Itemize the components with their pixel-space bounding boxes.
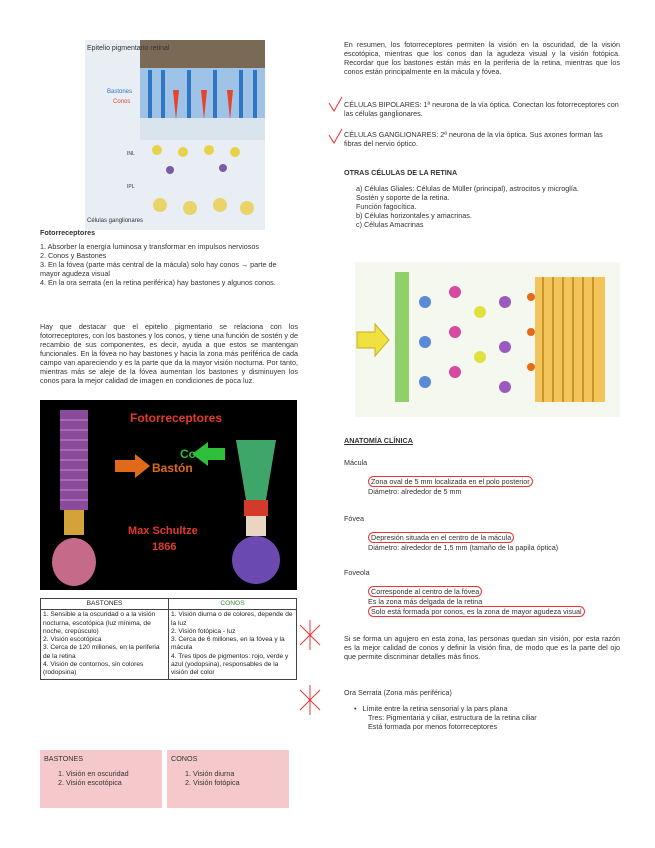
retina-label-1: Bastones <box>107 89 133 95</box>
list-item: Tres: Pigmentaria y ciliar, estructura de la retina ciliar <box>368 713 537 722</box>
anatomy-title: ANATOMÍA CLÍNICA <box>344 436 413 445</box>
bipolar-paragraph: CÉLULAS BIPOLARES: 1ª neurona de la vía óptica. Conectan los fotorreceptores con las células ganglionares. <box>344 100 619 118</box>
bullet-icon: • <box>354 704 363 713</box>
retina-label-3: INL <box>127 151 135 157</box>
list-item: Función fagocítica. <box>356 202 417 211</box>
photo-title: Fotorreceptores <box>130 411 223 425</box>
macula-title: Mácula <box>344 458 368 467</box>
comparison-table <box>40 598 297 680</box>
list-item: 2. Conos y Bastones <box>40 251 107 260</box>
list-item: 2. Visión fotópica <box>185 778 240 787</box>
annotation-marks <box>295 610 335 720</box>
list-item: Está formada por menos fotorreceptores <box>368 722 498 731</box>
table-col-cones <box>169 610 297 679</box>
ganglion-paragraph: CÉLULAS GANGLIONARES: 2ª neurona de la vía óptica. Sus axones forman las fibras del nervio óptico. <box>344 130 603 148</box>
list-item-text: Límite entre la retina sensorial y la pars plana <box>362 704 508 713</box>
fovea-hole-paragraph: Si se forma un agujero en esta zona, las personas quedan sin visión, por esta razón es la mejor calidad de conos y definir la visión fina, de modo que es la parte del ojo que permite discriminar detalles más finos. <box>344 634 620 661</box>
list-item: 4. En la ora serrata (en la retina periférica) hay bastones y algunos conos. <box>40 278 276 287</box>
table-cell: 3. Cerca de 6 millones, en la fóvea y la mácula <box>171 636 285 652</box>
list-item: b) Células horizontales y amacrinas. <box>356 211 472 220</box>
list-item: 1. Visión diurna <box>185 769 235 778</box>
list-item: Es la zona más delgada de la retina <box>368 597 483 606</box>
list-item: Solo está formada por conos, es la zona de mayor agudeza visual <box>368 606 585 617</box>
retina-label-4: IPL <box>127 184 135 190</box>
table-head-cones: CONOS <box>169 599 297 610</box>
retina-label-2: Conos <box>113 99 131 105</box>
other-cells-title: OTRAS CÉLULAS DE LA RETINA <box>344 168 458 177</box>
list-item: c) Células Amacrinas <box>356 220 424 229</box>
table-cell: 4. Visión de contornos, sin colores (rodopsina) <box>43 661 144 677</box>
list-item: 1. Visión en oscuridad <box>58 769 129 778</box>
table-col-rods <box>41 610 169 679</box>
table-cell: 4. Tres tipos de pigmentos: rojo, verde y azul (yodopsina), responsables de la visión del color <box>171 652 289 677</box>
table-cell: 2. Visión fotópica - luz <box>171 627 236 635</box>
cones-summary-title: CONOS <box>171 754 198 763</box>
fotorreceptores-paragraph: Hay que destacar que el epitelio pigmentario se relaciona con los fotorreceptores, con los bastones y los conos, y tiene una función de sostén y de recambio de sus componentes, es decir, ayuda a que estos se mantengan funcionales. En la fóvea no hay bastones y hacia la zona más periférica de cada campo van apareciendo y es la parte que da la mayor visión nocturna. Por tanto, mientras más se aleje de la fóvea aumentan los bastones y disminuyen los conos para la mejor calidad de imagen en condiciones de poca luz. <box>40 322 298 385</box>
list-item: 1. Absorber la energía luminosa y transformar en impulsos nerviosos <box>40 242 259 251</box>
list-item: Depresión situada en el centro de la mácula <box>368 532 514 543</box>
retina-cells-figure <box>355 262 620 417</box>
foveola-title: Foveola <box>344 568 370 577</box>
list-item: 2. Visión escotópica <box>58 778 122 787</box>
ora-serrata-list <box>354 704 619 731</box>
list-item <box>354 704 619 713</box>
fotorreceptores-list <box>40 242 298 287</box>
list-item: Diámetro: alrededor de 1,5 mm (tamaño de la papila óptica) <box>368 543 559 552</box>
photo-year: 1866 <box>152 541 177 553</box>
macula-list <box>368 476 618 496</box>
table-cell: 3. Cerca de 120 millones, en la periferia de la retina <box>43 644 160 660</box>
fovea-list <box>368 532 618 552</box>
table-head-rods: BASTONES <box>41 599 169 610</box>
list-item: a) Células Gliales: Células de Müller (principal), astrocitos y microglía. <box>356 184 579 193</box>
photo-cone-label: Cono <box>180 447 211 461</box>
list-item: Sostén y soporte de la retina. <box>356 193 450 202</box>
photo-author: Max Schultze <box>128 525 198 537</box>
table-cell: 1. Sensible a la oscuridad o a la visión nocturna, escotópica (luz mínima, de noche, crepúsculo) <box>43 611 156 635</box>
rods-summary-title: BASTONES <box>44 754 84 763</box>
photo-rod-label: Bastón <box>152 461 193 475</box>
annotation-ticks <box>326 95 346 165</box>
retina-label-5: Células ganglionares <box>87 218 144 224</box>
fovea-title: Fóvea <box>344 514 364 523</box>
list-item: Zona oval de 5 mm localizada en el polo posterior <box>368 476 533 487</box>
summary-paragraph: En resumen, los fotorreceptores permiten la visión en la oscuridad, de la visión escotópica, mientras que los conos dan la agudeza visual y la visión fotópica. Recordar que los bastones están más en la periferia de la retina, mientras que los conos están principalmente en la mácula y fóvea. <box>344 40 620 76</box>
rods-summary-box <box>40 750 162 808</box>
table-cell: 2. Visión escotópica <box>43 636 102 644</box>
foveola-list <box>368 586 618 617</box>
list-item: Corresponde al centro de la fóvea <box>368 586 482 597</box>
list-item: Diámetro: alrededor de 5 mm <box>368 487 462 496</box>
photoreceptor-figure <box>40 400 297 590</box>
retina-layers-figure <box>85 40 265 230</box>
ora-serrata-title: Ora Serrata (Zona más periférica) <box>344 688 452 697</box>
cones-summary-box <box>167 750 289 808</box>
table-cell: 1. Visión diurna o de colores, depende de la luz <box>171 611 293 627</box>
fotorreceptores-heading: Fotorreceptores <box>40 228 96 237</box>
retina-label-0: Epitelio pigmentario retinal <box>87 45 170 52</box>
list-item: 3. En la fóvea (parte más central de la mácula) solo hay conos → parte de mayor agudeza visual <box>40 260 277 278</box>
other-cells-list <box>356 184 616 229</box>
